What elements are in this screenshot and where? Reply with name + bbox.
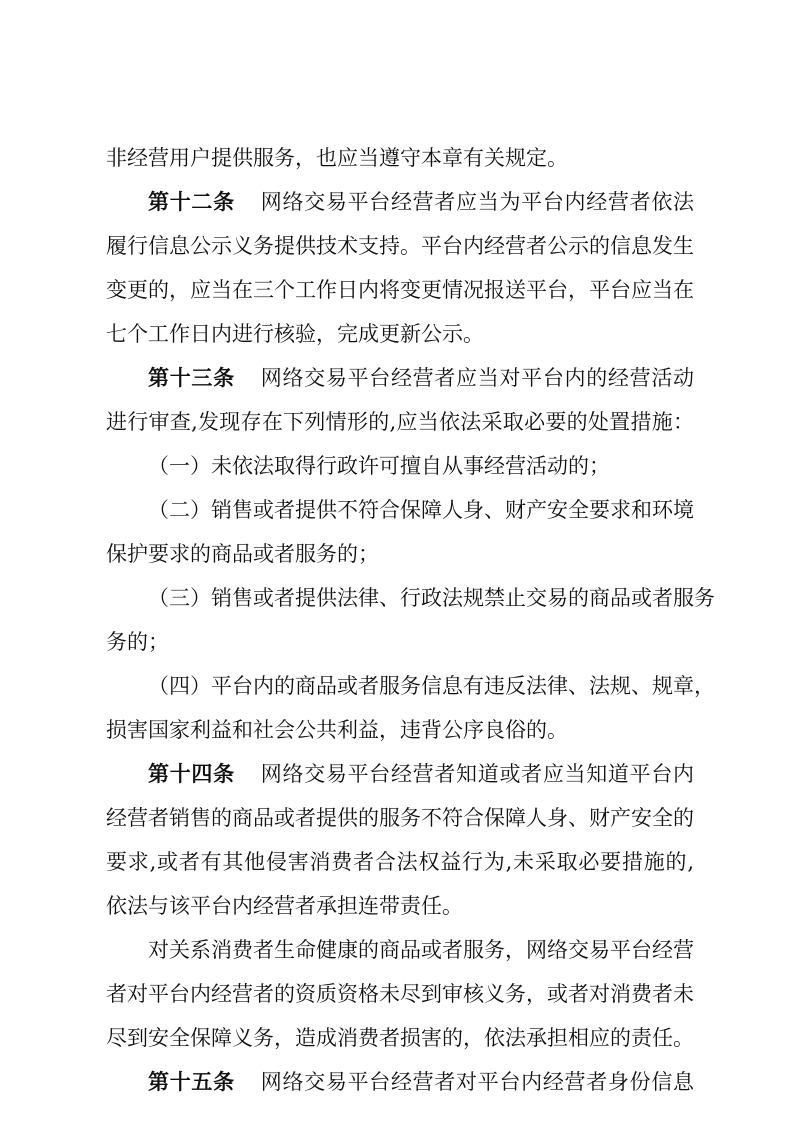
text-line: 要求,或者有其他侵害消费者合法权益行为,未采取必要措施的,: [106, 850, 694, 874]
text-line: 损害国家利益和社会公共利益，违背公序良俗的。: [106, 718, 568, 742]
text-line: 保护要求的商品或者服务的；: [106, 542, 379, 566]
article-number: 第十三条: [148, 366, 235, 390]
text-line: 变更的，应当在三个工作日内将变更情况报送平台，平台应当在: [106, 278, 694, 302]
article-number: 第十四条: [148, 762, 235, 786]
article-number: 第十五条: [148, 1070, 235, 1094]
list-item: （一）未依法取得行政许可擅自从事经营活动的；: [148, 454, 610, 478]
text-line: 进行审查,发现存在下列情形的,应当依法采取必要的处置措施：: [106, 410, 694, 434]
article-line: 第十五条 网络交易平台经营者对平台内经营者身份信息: [148, 1070, 695, 1094]
list-item: （三）销售或者提供法律、行政法规禁止交易的商品或者服务: [148, 586, 715, 610]
article-line: 第十二条 网络交易平台经营者应当为平台内经营者依法: [148, 190, 695, 214]
text-line: 者对平台内经营者的资质资格未尽到审核义务，或者对消费者未: [106, 982, 694, 1006]
text-line: 务的；: [106, 630, 169, 654]
article-number: 第十二条: [148, 190, 235, 214]
article-line: 第十三条 网络交易平台经营者应当对平台内的经营活动: [148, 366, 695, 390]
article-line: 第十四条 网络交易平台经营者知道或者应当知道平台内: [148, 762, 695, 786]
list-item: （二）销售或者提供不符合保障人身、财产安全要求和环境: [148, 498, 694, 522]
list-item: （四）平台内的商品或者服务信息有违反法律、法规、规章，: [148, 674, 715, 698]
text-line: 经营者销售的商品或者提供的服务不符合保障人身、财产安全的: [106, 806, 694, 830]
text-line: 依法与该平台内经营者承担连带责任。: [106, 894, 463, 918]
text-line: 对关系消费者生命健康的商品或者服务，网络交易平台经营: [148, 938, 694, 962]
text-line: 尽到安全保障义务，造成消费者损害的，依法承担相应的责任。: [106, 1026, 694, 1050]
text-line: 履行信息公示义务提供技术支持。平台内经营者公示的信息发生: [106, 234, 694, 258]
text-line: 非经营用户提供服务，也应当遵守本章有关规定。: [106, 146, 568, 170]
text-line: 七个工作日内进行核验，完成更新公示。: [106, 322, 484, 346]
